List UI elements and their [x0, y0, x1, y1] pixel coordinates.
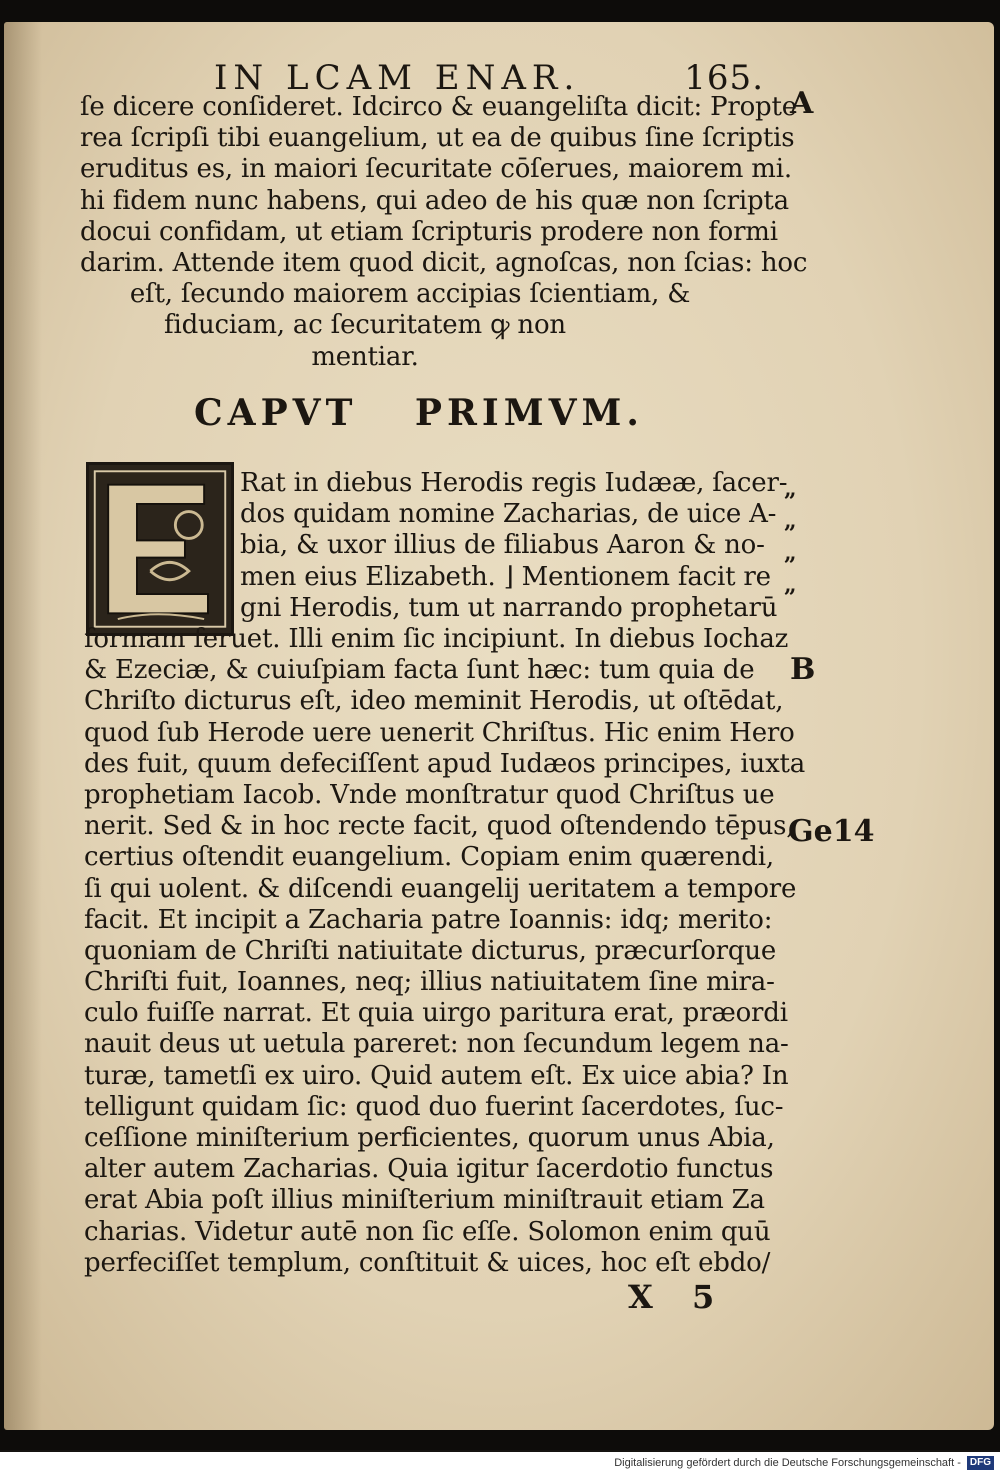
- text-line: men eius Elizabeth. ⌋ Mentionem facit re: [240, 561, 771, 592]
- text-line: certius oſtendit euangelium. Copiam enim quærendi,: [84, 842, 774, 873]
- quotation-mark: „: [784, 476, 795, 502]
- margin-note-genesis: Ge14: [788, 814, 875, 849]
- text-line: telligunt quidam ſic: quod duo fuerint ſacerdotes, ſuc-: [84, 1091, 784, 1122]
- text-line: charias. Videtur autē non ſic eſſe. Solomon enim quū: [84, 1216, 771, 1247]
- text-line: nerit. Sed & in hoc recte facit, quod oſtendendo tēpus,: [84, 811, 795, 842]
- text-line: rea ſcripſi tibi euangelium, ut ea de quibus ſine ſcriptis: [80, 123, 795, 154]
- text-line: eſt, ſecundo maiorem accipias ſcientiam, &: [129, 279, 691, 310]
- initial-e-woodcut-icon: [89, 465, 231, 633]
- quotation-mark: „: [784, 508, 795, 534]
- decorated-initial: [86, 462, 234, 636]
- text-line: ſi qui uolent. & diſcendi euangelij ueritatem a tempore: [84, 873, 797, 904]
- text-line: hi fidem nunc habens, qui adeo de his quæ non ſcripta: [80, 185, 789, 216]
- text-line: quoniam de Chriſti natiuitate dicturus, præcurſorque: [84, 935, 777, 966]
- text-line: fiduciam, ac ſecuritatem ꝙ non: [164, 310, 566, 341]
- footer-text: Digitalisierung gefördert durch die Deutsche Forschungsgemeinschaft -: [614, 1457, 961, 1469]
- text-line: bia, & uxor illius de filiabus Aaron & no-: [240, 530, 765, 561]
- text-line: docui confidam, ut etiam ſcripturis prodere non formi: [80, 216, 778, 247]
- text-line: ceſſione miniſterium perficientes, quorum unus Abia,: [84, 1123, 775, 1153]
- text-line: facit. Et incipit a Zacharia patre Ioannis: idq; merito:: [84, 904, 773, 935]
- quotation-mark: „: [784, 572, 795, 598]
- text-line: turæ, tametſi ex uiro. Quid autem eſt. Ex uice abia? In: [84, 1060, 789, 1091]
- text-line: Chriſti fuit, Ioannes, neq; illius natiuitatem ſine mira-: [84, 967, 775, 998]
- book-page: [4, 22, 994, 1430]
- text-line: quod ſub Herode uere uenerit Chriſtus. Hic enim Hero: [84, 717, 795, 748]
- text-line: des fuit, quum defeciſſent apud Iudæos principes, iuxta: [84, 748, 806, 779]
- text-line: prophetiam Iacob. Vnde monſtratur quod Chriſtus ue: [84, 779, 775, 810]
- introduction-text: [80, 92, 808, 373]
- signature-mark: X 5: [628, 1278, 729, 1316]
- dfg-logo: DFG: [967, 1456, 994, 1470]
- quotation-mark: „: [784, 540, 795, 566]
- text-line: darim. Attende item quod dicit, agnoſcas, non ſcias: hoc: [80, 247, 808, 278]
- text-line: formam ſeruet. Illi enim ſic incipiunt. In diebus Iochaz: [84, 624, 789, 654]
- text-line: gni Herodis, tum ut narrando prophetarū: [240, 592, 778, 623]
- opening-paragraph: [240, 468, 788, 624]
- text-line: eruditus es, in maiori ſecuritate cōſerues, maiorem mi.: [80, 154, 792, 185]
- text-line: ſe dicere conſideret. Idcirco & euangeliſta dicit: Propte: [80, 92, 797, 122]
- text-line: erat Abia poſt illius miniſterium miniſtrauit etiam Za: [84, 1185, 765, 1216]
- margin-note-a: A: [790, 86, 814, 121]
- running-title: IN LCAM ENAR.: [214, 58, 581, 98]
- margin-note-b: B: [790, 652, 816, 687]
- digitization-footer: [0, 1452, 1000, 1474]
- text-line: nauit deus ut uetula pareret: non ſecundum legem na-: [84, 1029, 789, 1060]
- text-line: mentiar.: [311, 341, 419, 372]
- text-line: perfeciſſet templum, conſtituit & uices, hoc eſt ebdo/: [84, 1247, 771, 1278]
- text-line: culo fuiſſe narrat. Et quia uirgo paritura erat, præordi: [84, 998, 788, 1029]
- page-number: 165.: [684, 58, 764, 98]
- text-line: alter autem Zacharias. Quia igitur ſacerdotio functus: [84, 1154, 774, 1185]
- chapter-title: CAPVT PRIMVM.: [194, 392, 644, 434]
- text-line: & Ezeciæ, & cuiuſpiam facta ſunt hæc: tum quia de: [84, 655, 755, 686]
- text-line: dos quidam nomine Zacharias, de uice A-: [240, 499, 777, 530]
- text-line: Rat in diebus Herodis regis Iudææ, ſacer-: [240, 468, 788, 498]
- text-line: Chriſto dicturus eſt, ideo meminit Herodis, ut oſtēdat,: [84, 686, 784, 717]
- body-text: [84, 624, 806, 1279]
